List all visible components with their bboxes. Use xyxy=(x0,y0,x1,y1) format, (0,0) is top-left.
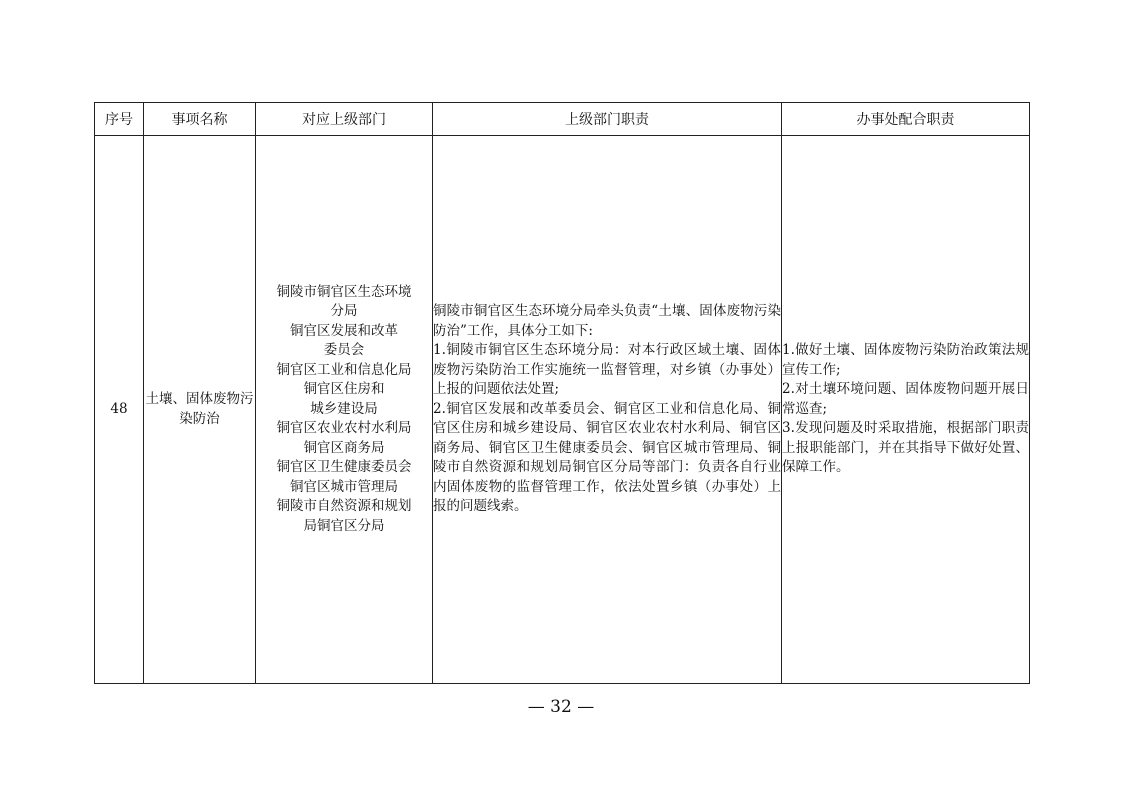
department-line: 铜陵市自然资源和规划 xyxy=(276,498,412,515)
department-line: 分局 xyxy=(330,303,358,320)
cooperation-item: 3.发现问题及时采取措施，根据部门职责上报职能部门，并在其指导下做好处置、保障工作。 xyxy=(782,420,1029,476)
page-number: — 32 — xyxy=(527,697,595,717)
department-line: 铜陵市铜官区生态环境 xyxy=(276,283,412,300)
table-row xyxy=(95,136,1030,684)
cell-serial-number: 48 xyxy=(95,136,144,684)
cell-office-cooperation-duty xyxy=(782,136,1030,684)
cell-superior-duty xyxy=(433,136,782,684)
header-superior-duty: 上级部门职责 xyxy=(433,103,782,136)
department-line: 铜官区发展和改革 xyxy=(290,322,398,339)
department-line: 铜官区工业和信息化局 xyxy=(276,361,412,378)
responsibility-table xyxy=(94,102,1030,684)
cooperation-item: 1.做好土壤、固体废物污染防治政策法规宣传工作; xyxy=(782,342,1029,378)
cooperation-item: 2.对土壤环境问题、固体废物问题开展日常巡查; xyxy=(782,381,1029,417)
department-line: 委员会 xyxy=(323,342,365,359)
department-line: 铜官区住房和 xyxy=(303,381,385,398)
cell-item-name: 土壤、固体废物污染防治 xyxy=(144,136,256,684)
department-line: 铜官区商务局 xyxy=(303,439,385,456)
cell-superior-departments xyxy=(256,136,433,684)
department-line: 铜官区城市管理局 xyxy=(290,478,398,495)
department-line: 铜官区农业农村水利局 xyxy=(276,420,412,437)
header-item-name: 事项名称 xyxy=(144,103,256,136)
department-line: 城乡建设局 xyxy=(310,400,378,417)
header-serial-number: 序号 xyxy=(95,103,144,136)
department-line: 铜官区卫生健康委员会 xyxy=(276,459,412,476)
table-header-row xyxy=(95,103,1030,136)
header-superior-department: 对应上级部门 xyxy=(256,103,433,136)
duty-item: 1.铜陵市铜官区生态环境分局：对本行政区域土壤、固体废物污染防治工作实施统一监督管理，对乡镇（办事处）上报的问题依法处置; xyxy=(433,342,781,398)
duty-item: 2.铜官区发展和改革委员会、铜官区工业和信息化局、铜官区住房和城乡建设局、铜官区农业农村水利局、铜官区商务局、铜官区卫生健康委员会、铜官区城市管理局、铜陵市自然资源和规划局铜官区分局等部门：负责各自行业内固体废物的监督管理工作，依法处置乡镇（办事处）上报的问题线索。 xyxy=(433,400,781,515)
header-office-cooperation-duty: 办事处配合职责 xyxy=(782,103,1030,136)
department-line: 局铜官区分局 xyxy=(303,517,385,534)
duty-intro: 铜陵市铜官区生态环境分局牵头负责“土壤、固体废物污染防治”工作，具体分工如下: xyxy=(433,303,781,339)
